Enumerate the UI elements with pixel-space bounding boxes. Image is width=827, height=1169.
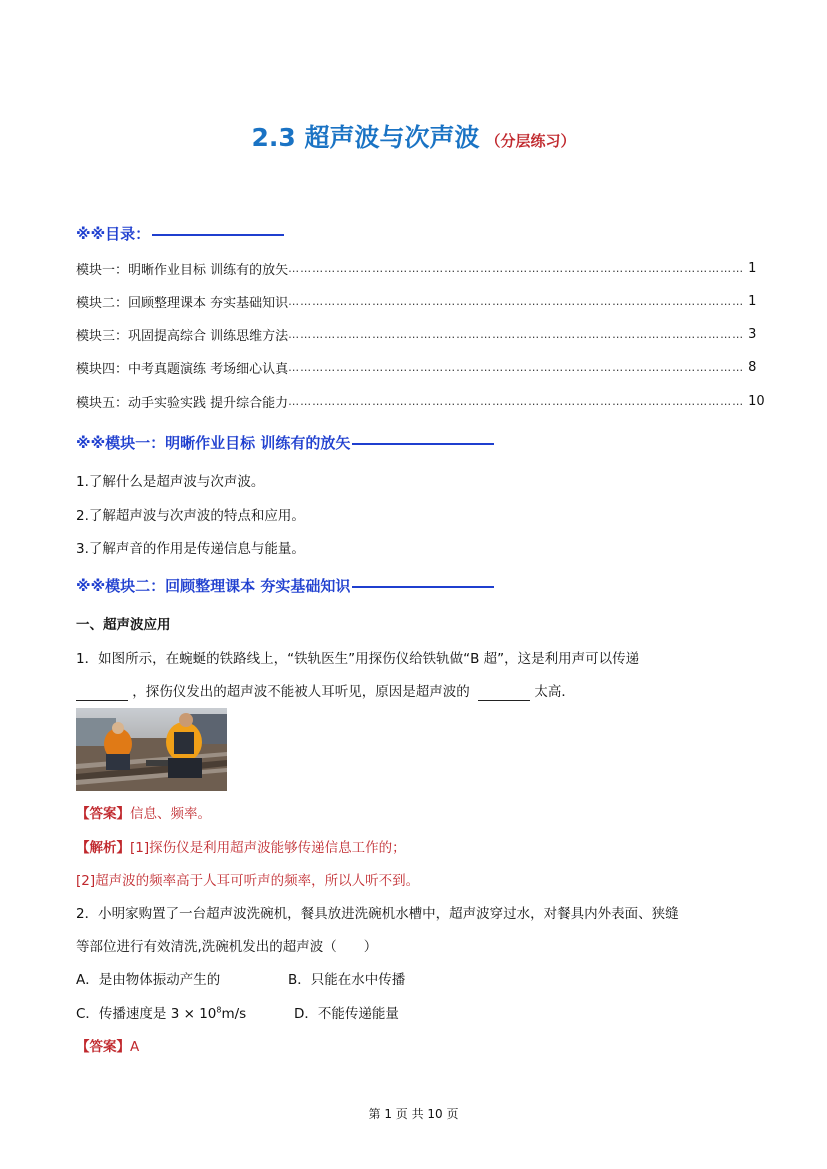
toc-item-label: 模块四：中考真题演练 考场细心认真 xyxy=(76,361,289,377)
toc-item-page: 1 xyxy=(748,293,757,309)
toc-item-label: 模块三：巩固提高综合 训练思维方法 xyxy=(76,328,289,344)
analysis-tag: 【解析】 xyxy=(76,840,130,856)
q2-option-d[interactable]: D．不能传递能量 xyxy=(294,1006,399,1022)
title-main: 2.3 超声波与次声波 xyxy=(251,123,480,152)
page-title xyxy=(0,118,827,154)
q1-answer xyxy=(76,802,211,822)
toc-item-label: 模块五：动手实验实践 提升综合能力 xyxy=(76,395,289,411)
railway-inspection-photo xyxy=(76,708,227,791)
heading-rule xyxy=(152,234,284,236)
answer-text: 信息、频率。 xyxy=(130,806,211,822)
q1-analysis-2: [2]超声波的频率高于人耳可听声的频率，所以人听不到。 xyxy=(76,873,420,889)
toc-leader-dots: …………………………………………………………………………………………………… xyxy=(288,261,745,275)
toc-leader-dots: …………………………………………………………………………………………………… xyxy=(288,394,745,408)
toc-item-page: 8 xyxy=(748,359,757,375)
toc-item-5[interactable] xyxy=(76,391,765,411)
goal-2: 2.了解超声波与次声波的特点和应用。 xyxy=(76,508,305,524)
q2-option-b[interactable]: B．只能在水中传播 xyxy=(288,972,406,988)
answer-text: A xyxy=(130,1039,140,1055)
toc-item-label: 模块二：回顾整理课本 夯实基础知识 xyxy=(76,295,289,311)
goal-1: 1.了解什么是超声波与次声波。 xyxy=(76,474,265,490)
toc-item-page: 1 xyxy=(748,260,757,276)
q2-answer xyxy=(76,1035,139,1055)
module1-heading: ※※模块一：明晰作业目标 训练有的放矢 xyxy=(76,432,494,453)
title-sub: （分层练习） xyxy=(485,132,576,150)
answer-tag: 【答案】 xyxy=(76,1039,130,1055)
q2-line1: 2．小明家购置了一台超声波洗碗机，餐具放进洗碗机水槽中，超声波穿过水，对餐具内外表面、狭缝 xyxy=(76,906,679,922)
toc-leader-dots: …………………………………………………………………………………………………… xyxy=(288,360,745,374)
module2-heading: ※※模块二：回顾整理课本 夯实基础知识 xyxy=(76,575,494,596)
toc-item-4[interactable] xyxy=(76,357,757,377)
toc-item-1[interactable] xyxy=(76,258,757,278)
toc-item-2[interactable] xyxy=(76,291,757,311)
answer-blank-1[interactable] xyxy=(76,684,128,701)
toc-leader-dots: …………………………………………………………………………………………………… xyxy=(288,294,745,308)
goal-3: 3.了解声音的作用是传递信息与能量。 xyxy=(76,541,305,557)
q2-option-c[interactable]: C．传播速度是 $3 \times 10^8m/s$ xyxy=(76,1005,247,1022)
q2-option-a[interactable]: A．是由物体振动产生的 xyxy=(76,972,221,988)
toc-item-3[interactable] xyxy=(76,324,757,344)
toc-item-label: 模块一：明晰作业目标 训练有的放矢 xyxy=(76,262,289,278)
answer-tag: 【答案】 xyxy=(76,806,130,822)
q1-line1: 1．如图所示，在蜿蜒的铁路线上，“铁轨医生”用探伤仪给铁轨做“B 超”，这是利用声可以传递 xyxy=(76,651,640,667)
toc-heading: ※※目录： xyxy=(76,223,284,244)
q1-analysis-1 xyxy=(76,836,406,856)
q1-line2: ，探伤仪发出的超声波不能被人耳听见，原因是超声波的 太高． xyxy=(76,680,575,701)
toc-item-page: 3 xyxy=(748,326,757,342)
heading-rule xyxy=(352,586,494,588)
analysis-text: [1]探伤仪是利用超声波能够传递信息工作的； xyxy=(130,840,406,856)
q2-line2: 等部位进行有效清洗,洗碗机发出的超声波（ ） xyxy=(76,939,378,955)
heading-rule xyxy=(352,443,494,445)
subheading-ultrasound-uses: 一、超声波应用 xyxy=(76,617,171,633)
toc-item-page: 10 xyxy=(748,393,765,409)
toc-leader-dots: …………………………………………………………………………………………………… xyxy=(288,327,745,341)
answer-blank-2[interactable] xyxy=(478,684,530,701)
page-footer: 第 1 页 共 10 页 xyxy=(368,1107,459,1121)
